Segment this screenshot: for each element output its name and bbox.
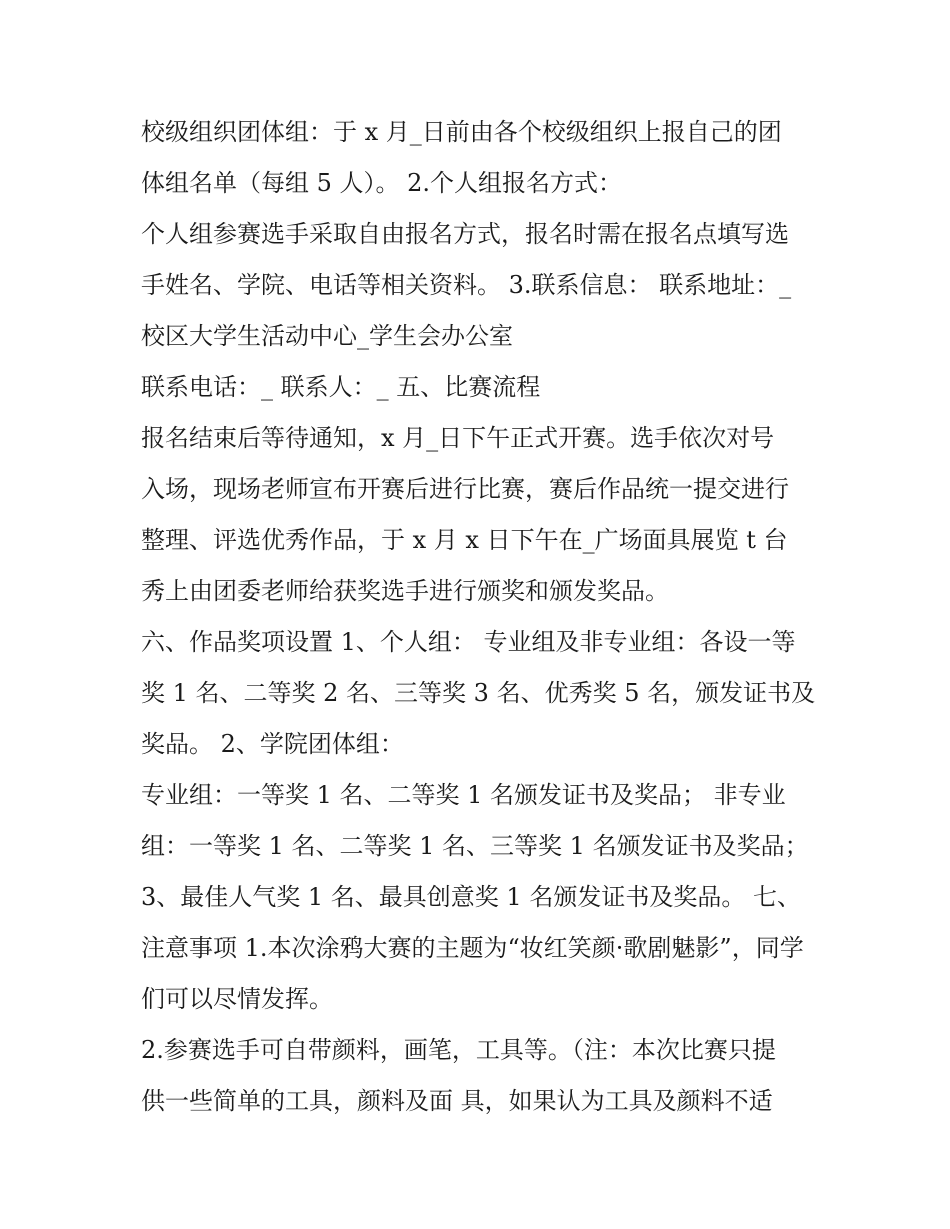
document-body [141, 107, 821, 1127]
text-line: 2.参赛选手可自带颜料，画笔，工具等。（注：本次比赛只提 [141, 1036, 776, 1064]
text-line: 供一些简单的工具，颜料及面 具，如果认为工具及颜料不适 [141, 1087, 773, 1115]
text-line: 个人组参赛选手采取自由报名方式，报名时需在报名点填写选 [141, 220, 789, 248]
text-line: 手姓名、学院、电话等相关资料。 3.联系信息： 联系地址：_ [141, 271, 792, 299]
text-line: 专业组：一等奖 1 名、二等奖 1 名颁发证书及奖品； 非专业 [141, 781, 786, 809]
text-line: 们可以尽情发挥。 [141, 985, 333, 1013]
text-line: 3、最佳人气奖 1 名、最具创意奖 1 名颁发证书及奖品。 七、 [141, 883, 801, 911]
text-line: 奖品。 2、学院团体组： [141, 730, 404, 758]
text-line: 校级组织团体组：于 x 月_日前由各个校级组织上报自己的团 [141, 118, 782, 146]
text-line: 组：一等奖 1 名、二等奖 1 名、三等奖 1 名颁发证书及奖品； [141, 832, 809, 860]
text-line: 校区大学生活动中心_学生会办公室 [141, 322, 513, 350]
text-line: 秀上由团委老师给获奖选手进行颁奖和颁发奖品。 [141, 577, 669, 605]
text-line: 奖 1 名、二等奖 2 名、三等奖 3 名、优秀奖 5 名，颁发证书及 [141, 679, 816, 707]
text-line: 联系电话：_ 联系人：_ 五、比赛流程 [141, 373, 541, 401]
text-line: 入场，现场老师宣布开赛后进行比赛，赛后作品统一提交进行 [141, 475, 789, 503]
text-line: 六、作品奖项设置 1、个人组： 专业组及非专业组：各设一等 [141, 628, 796, 656]
text-line: 体组名单（每组 5 人）。 2.个人组报名方式： [141, 169, 623, 197]
text-line: 报名结束后等待通知，x 月_日下午正式开赛。选手依次对号 [141, 424, 775, 452]
text-line: 整理、评选优秀作品，于 x 月 x 日下午在_广场面具展览 t 台 [141, 526, 788, 554]
text-line: 注意事项 1.本次涂鸦大赛的主题为“妆红笑颜·歌剧魅影”，同学 [141, 934, 804, 962]
